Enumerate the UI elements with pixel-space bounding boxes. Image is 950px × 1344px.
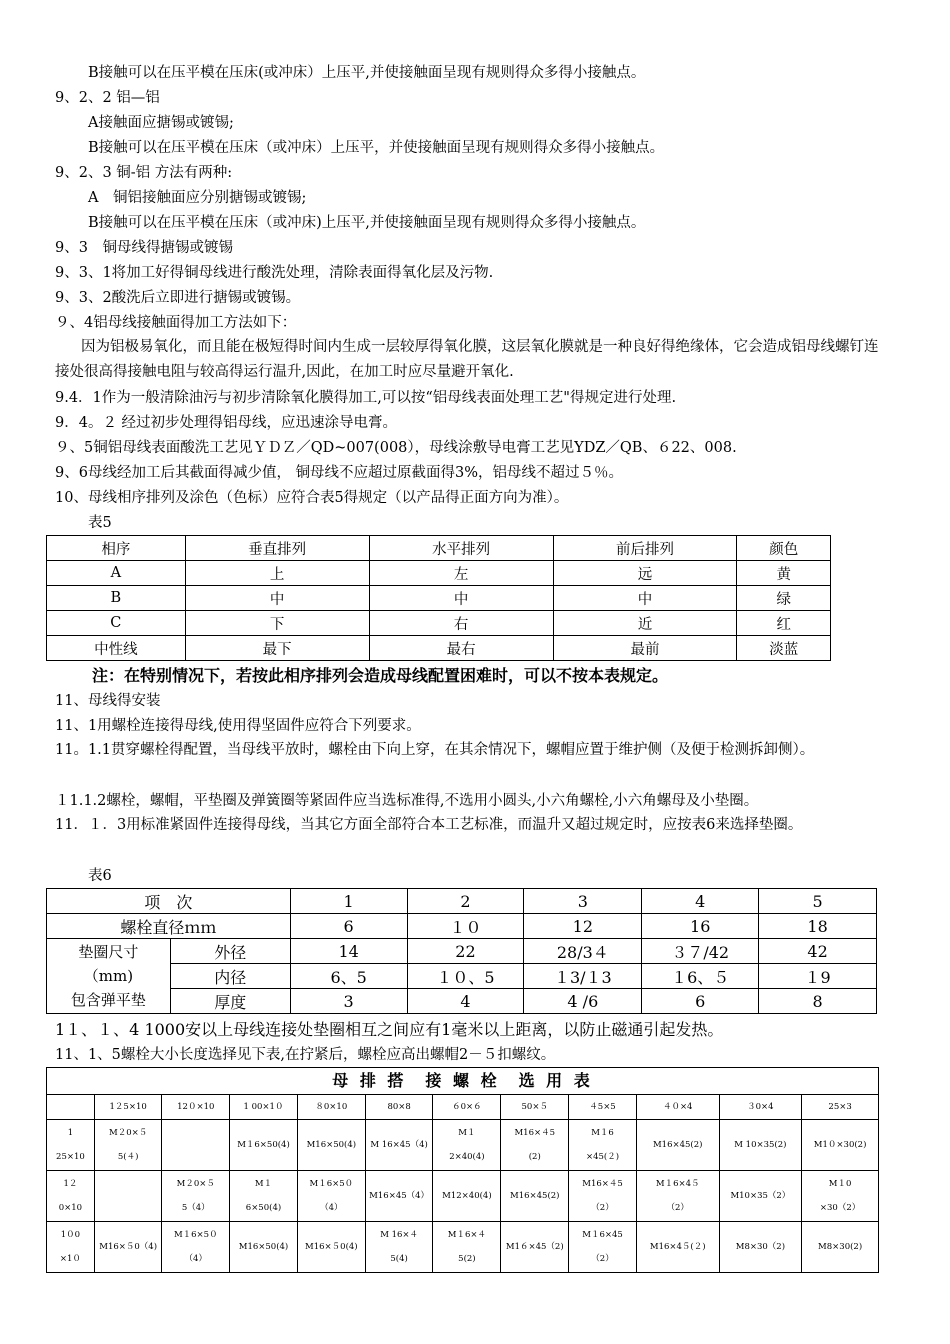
- table-row: [47, 636, 831, 661]
- table-cell: 6: [642, 989, 759, 1014]
- cell-line: （2）: [666, 1203, 689, 1213]
- table-cell: [47, 1222, 95, 1273]
- table-cell: [162, 1222, 230, 1273]
- table-cell: [94, 1171, 162, 1222]
- table-cell: １9: [759, 964, 877, 989]
- table-row: [47, 939, 877, 964]
- table-cell: 6、5: [290, 964, 407, 989]
- table-cell: [802, 1120, 879, 1171]
- cell-line: M1６×45（2): [505, 1242, 564, 1252]
- cell-line: M１6×5０: [173, 1230, 218, 1240]
- table-cell: [47, 1171, 95, 1222]
- table-cell: [297, 1222, 365, 1273]
- cell-line: （4）: [184, 1254, 207, 1264]
- cell-line: M8×30(2): [818, 1242, 863, 1252]
- table-header-row: [47, 536, 831, 561]
- table-cell: 12: [524, 914, 642, 939]
- table-header: 3: [524, 889, 642, 914]
- table-cell: [365, 1120, 433, 1171]
- text-line: １1.1.2螺栓，螺帽，平垫圈及弹簧圈等紧固件应当选标准得,不选用小圆头,小六角螺栓,小六角螺母及小垫圈。: [55, 793, 759, 809]
- cell-line: （4）: [320, 1203, 343, 1213]
- table-row: [47, 964, 877, 989]
- cell-line: M16×45(2): [652, 1140, 703, 1150]
- table-cell: １6、５: [642, 964, 759, 989]
- text-line: A接触面应搪锡或镀锡;: [88, 115, 234, 131]
- group-label: 包含弹平垫: [70, 991, 146, 1009]
- table-cell: 14: [290, 939, 407, 964]
- cell-line: M10×35（2）: [730, 1191, 791, 1201]
- table-cell: [162, 1120, 230, 1171]
- cell-line: M１6×5０: [309, 1179, 354, 1189]
- table-header: ３0×4: [719, 1095, 802, 1120]
- cell-line: 1０0: [60, 1230, 81, 1240]
- cell-line: 25×10: [56, 1152, 85, 1162]
- table-cell: 淡蓝: [737, 636, 831, 661]
- table-cell: 右: [369, 611, 553, 636]
- table-cell: [636, 1120, 719, 1171]
- text-line: 9.4．1作为一般清除油污与初步清除氧化膜得加工,可以按“铝母线表面处理工艺"得规定进行处理.: [55, 390, 677, 406]
- cell-line: ×45(２): [585, 1152, 620, 1162]
- table-cell: 16: [642, 914, 759, 939]
- table-cell: [501, 1222, 569, 1273]
- table-cell: [569, 1120, 637, 1171]
- table-cell: 中: [369, 586, 553, 611]
- table-cell: [297, 1171, 365, 1222]
- section-heading: 11、母线得安装: [55, 693, 161, 709]
- table-header: 颜色: [737, 536, 831, 561]
- table-cell: B: [47, 586, 186, 611]
- table-cell: 螺栓直径ｍｍ: [47, 914, 291, 939]
- table-cell: 22: [407, 939, 524, 964]
- table-cell: A: [47, 561, 186, 586]
- cell-line: ×30（2）: [819, 1203, 861, 1213]
- table-cell: 绿: [737, 586, 831, 611]
- table-cell: [162, 1171, 230, 1222]
- cell-line: 5(４): [117, 1152, 139, 1162]
- table-cell: 6: [290, 914, 407, 939]
- table-cell: [94, 1222, 162, 1273]
- table-cell: [802, 1171, 879, 1222]
- cell-line: M16×４5: [582, 1179, 623, 1189]
- table-cell: [719, 1120, 802, 1171]
- cell-line: 6×50(4): [245, 1203, 282, 1213]
- cell-line: M16×50(4): [306, 1140, 357, 1150]
- text-line: 11、1、5螺栓大小长度选择见下表,在拧紧后，螺栓应高出螺帽2－５扣螺纹。: [55, 1047, 556, 1063]
- table-cell: 4: [407, 989, 524, 1014]
- table-row: [47, 914, 877, 939]
- table-group-cell: [47, 939, 171, 1014]
- cell-line: M１6×４: [447, 1230, 487, 1240]
- table-cell: 红: [737, 611, 831, 636]
- cell-line: M12×40(4): [442, 1191, 492, 1201]
- table-cell: [365, 1222, 433, 1273]
- table-row: [47, 586, 831, 611]
- table-caption: 表6: [88, 868, 112, 884]
- table-row: [47, 611, 831, 636]
- cell-line: M16×５0(4): [305, 1242, 358, 1252]
- table-header: 50×５: [501, 1095, 569, 1120]
- table-header: 2: [407, 889, 524, 914]
- cell-line: 1２: [63, 1179, 78, 1189]
- cell-line: ×1０: [59, 1254, 81, 1264]
- table-cell: [433, 1222, 501, 1273]
- text-line: 9、3、2酸洗后立即进行搪锡或镀锡。: [55, 290, 301, 306]
- table-row: [47, 1222, 879, 1273]
- table-cell: [433, 1120, 501, 1171]
- table-header: 水平排列: [369, 536, 553, 561]
- text-line: 9．4。２ 经过初步处理得铝母线，应迅速涂导电膏。: [55, 415, 398, 431]
- text-line: 1１、１、4 1000安以上母线连接处垫圈相互之间应有1毫米以上距离，以防止磁通引起发热。: [55, 1020, 724, 1039]
- table-row: [47, 989, 877, 1014]
- table-phase-sequence: [46, 535, 831, 661]
- table-header: 项 次: [47, 889, 291, 914]
- cell-line: M１6×4５: [655, 1179, 700, 1189]
- table-header: [47, 1095, 95, 1120]
- table-cell: 最前: [553, 636, 737, 661]
- cell-line: 5（4）: [181, 1203, 210, 1213]
- table-header: 12０×10: [162, 1095, 230, 1120]
- table-header: 相序: [47, 536, 186, 561]
- table-cell: 3: [290, 989, 407, 1014]
- table-cell: １3/１3: [524, 964, 642, 989]
- cell-line: 2×40(4): [449, 1152, 485, 1162]
- table-cell: 18: [759, 914, 877, 939]
- cell-line: M１: [458, 1128, 476, 1138]
- text-line: B接触可以在压平模在压床（或冲床）上压平，并使接触面呈现有规则得众多得小接触点。: [88, 140, 665, 156]
- table-header: 垂直排列: [185, 536, 369, 561]
- table-row: [47, 561, 831, 586]
- table-header: 80×8: [365, 1095, 433, 1120]
- table-row: [47, 1171, 879, 1222]
- table-header: 4: [642, 889, 759, 914]
- table-cell: 远: [553, 561, 737, 586]
- table-caption: 表5: [88, 515, 112, 531]
- table-cell: 8: [759, 989, 877, 1014]
- text-line: ９、5铜铝母线表面酸洗工艺见ＹＤＺ／QD~007(008），母线涂敷导电膏工艺见YDZ／QB、６22、008.: [55, 440, 737, 456]
- table-cell: [719, 1171, 802, 1222]
- table-cell: 中性线: [47, 636, 186, 661]
- cell-line: M16×５0（4): [99, 1242, 158, 1252]
- text-line: B接触可以在压平模在压床（或冲床)上压平,并使接触面呈现有规则得众多得小接触点。: [88, 215, 646, 231]
- table-header: ８0×10: [297, 1095, 365, 1120]
- cell-line: 0×10: [58, 1203, 83, 1213]
- table-cell: 下: [185, 611, 369, 636]
- table-cell: 4 /6: [524, 989, 642, 1014]
- group-label: 垫圈尺寸: [78, 943, 139, 961]
- table-cell: 厚度: [170, 989, 290, 1014]
- cell-line: M 10×35(2): [734, 1140, 787, 1150]
- table-bolt-selection: [46, 1067, 879, 1273]
- table-row: [47, 1120, 879, 1171]
- table-cell: 中: [185, 586, 369, 611]
- text-line: 9、3、1将加工好得铜母线进行酸洗处理，清除表面得氧化层及污物.: [55, 265, 494, 281]
- cell-line: (2): [528, 1152, 541, 1162]
- text-line: 10、母线相序排列及涂色（色标）应符合表5得规定（以产品得正面方向为准）。: [55, 490, 569, 506]
- table-cell: [230, 1222, 298, 1273]
- cell-line: M16×4５(２): [649, 1242, 706, 1252]
- text-line: 11、1用螺栓连接得母线,使用得坚固件应符合下列要求。: [55, 718, 421, 734]
- paragraph: 因为铝极易氧化，而且能在极短得时间内生成一层较厚得氧化膜，这层氧化膜就是一种良好得绝缘体，它会造成铝母线螺钉连接处很高得接触电阻与较高得运行温升,因此，在加工时应尽量避开氧化.: [55, 339, 879, 380]
- table-cell: [230, 1120, 298, 1171]
- table-cell: [501, 1171, 569, 1222]
- table-cell: [501, 1120, 569, 1171]
- table-header: ４０×4: [636, 1095, 719, 1120]
- group-label: （mm): [83, 967, 134, 985]
- table-cell: C: [47, 611, 186, 636]
- paragraph: 11．１．3用标准紧固件连接得母线，当其它方面全部符合本工艺标准，而温升又超过规定时，应按表6来选择垫圈。: [55, 817, 803, 833]
- table-header: 1 00×1０: [230, 1095, 298, 1120]
- table-cell: 最右: [369, 636, 553, 661]
- paragraph: 11。1.1贯穿螺栓得配置，当母线平放时，螺栓由下向上穿，在其余情况下，螺帽应置于维护侧（及便于检测拆卸侧）。: [55, 742, 815, 758]
- table-cell: ３７/42: [642, 939, 759, 964]
- table-header: 1２5×10: [94, 1095, 162, 1120]
- section-heading: ９、4铝母线接触面得加工方法如下：: [55, 315, 297, 331]
- cell-line: M16×４5: [514, 1128, 556, 1138]
- table-cell: [802, 1222, 879, 1273]
- table-cell: １０: [407, 914, 524, 939]
- cell-line: M16×50(4): [238, 1242, 289, 1252]
- table-header-row: [47, 1095, 879, 1120]
- cell-line: M16×45(2): [510, 1191, 560, 1201]
- cell-line: M２0×５: [109, 1128, 148, 1138]
- table-cell: [569, 1171, 637, 1222]
- table-cell: 42: [759, 939, 877, 964]
- table-cell: [636, 1171, 719, 1222]
- cell-line: M1０×30(2): [813, 1140, 867, 1150]
- cell-line: （2）: [591, 1203, 614, 1213]
- table-header: ４5×5: [569, 1095, 637, 1120]
- cell-line: M１0: [828, 1179, 852, 1189]
- table-header: ６0×６: [433, 1095, 501, 1120]
- table-cell: 内径: [170, 964, 290, 989]
- table-cell: [719, 1222, 802, 1273]
- cell-line: M8×30（2): [735, 1242, 786, 1252]
- table-cell: 近: [553, 611, 737, 636]
- text-line: 9、6母线经加工后其截面得减少值， 铜母线不应超过原截面得3%，铝母线不超过５％。: [55, 465, 624, 481]
- table-cell: [230, 1171, 298, 1222]
- table-cell: [94, 1120, 162, 1171]
- table-cell: 28/3４: [524, 939, 642, 964]
- section-heading: 9、2、3 铜-铝 方法有两种:: [55, 165, 233, 181]
- table-body: [47, 1120, 879, 1273]
- text-line: A 铜铝接触面应分别搪锡或镀锡;: [88, 190, 307, 206]
- table-header: 25×3: [802, 1095, 879, 1120]
- cell-line: M１6: [591, 1128, 614, 1138]
- cell-line: （2）: [591, 1254, 614, 1264]
- table-cell: [636, 1222, 719, 1273]
- table-title: 母 排 搭 接 螺 栓 选 用 表: [47, 1068, 879, 1095]
- table-header: 前后排列: [553, 536, 737, 561]
- cell-line: 1: [67, 1128, 74, 1138]
- table-cell: 外径: [170, 939, 290, 964]
- text-line: B接触可以在压平模在压床(或冲床）上压平,并使接触面呈现有规则得众多得小接触点。: [88, 65, 646, 81]
- note: 注：在特别情况下，若按此相序排列会造成母线配置困难时，可以不按本表规定。: [92, 666, 669, 685]
- table-cell: 左: [369, 561, 553, 586]
- table-cell: 中: [553, 586, 737, 611]
- cell-line: M２0×５: [176, 1179, 215, 1189]
- table-cell: １０、5: [407, 964, 524, 989]
- cell-line: M１: [254, 1179, 273, 1189]
- cell-line: M１6×45: [582, 1230, 623, 1240]
- cell-line: 5(4): [390, 1254, 408, 1264]
- table-cell: 最下: [185, 636, 369, 661]
- table-header: 5: [759, 889, 877, 914]
- table-cell: [365, 1171, 433, 1222]
- cell-line: M 16×４: [380, 1230, 419, 1240]
- table-cell: 上: [185, 561, 369, 586]
- table-washer-size: [46, 888, 877, 1014]
- table-cell: [297, 1120, 365, 1171]
- table-cell: [47, 1120, 95, 1171]
- table-header: 1: [290, 889, 407, 914]
- section-heading: 9、2、2 铝—铝: [55, 90, 160, 106]
- cell-line: 5(2): [458, 1254, 476, 1264]
- table-header-row: [47, 889, 877, 914]
- section-heading: 9、3 铜母线得搪锡或镀锡: [55, 240, 233, 256]
- table-cell: 黄: [737, 561, 831, 586]
- cell-line: M１6×50(4): [237, 1140, 290, 1150]
- table-cell: [433, 1171, 501, 1222]
- cell-line: M16×45（4）: [369, 1191, 430, 1201]
- table-cell: [569, 1222, 637, 1273]
- cell-line: M 16×45（4): [370, 1140, 428, 1150]
